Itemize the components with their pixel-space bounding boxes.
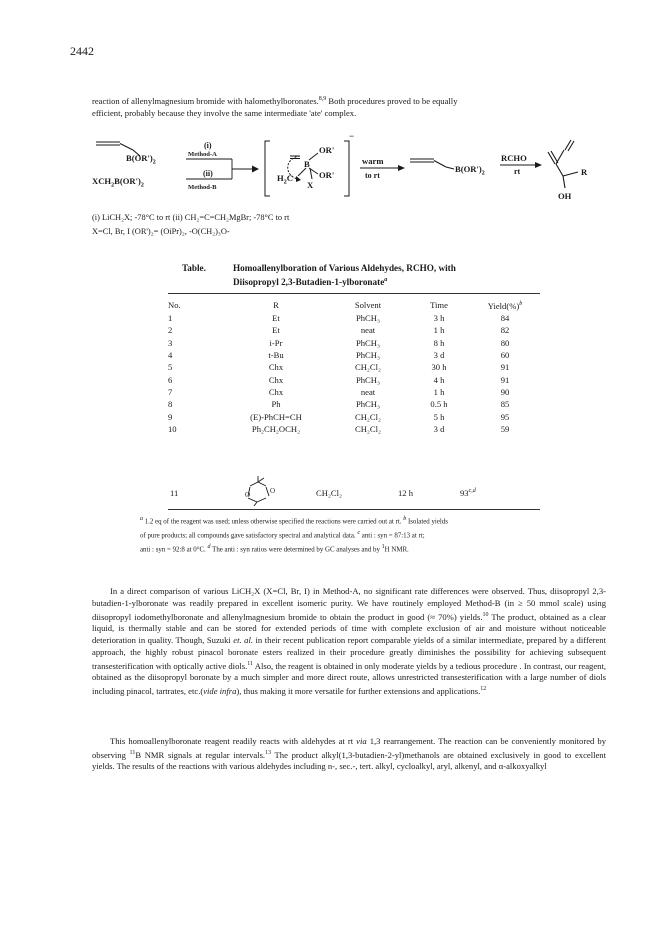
ate-x: X [307, 180, 314, 190]
table-header-row [168, 298, 540, 312]
table-top-rule [168, 293, 540, 294]
cell-yield: 91 [500, 362, 510, 373]
intro-text-3: efficient, probably because they involve the same intermediate 'ate' complex. [92, 107, 357, 118]
cell-time: 8 h [433, 337, 445, 348]
header-yield: Yield(%)$^b$ [487, 300, 523, 311]
cell-no: 2 [168, 325, 173, 336]
cell-time: 1 h [433, 386, 445, 397]
dioxolane-ring-icon [238, 476, 286, 506]
header-solvent: Solvent [354, 299, 382, 310]
svg-text:O: O [270, 487, 276, 495]
cell-time: 30 h [431, 362, 447, 373]
cell-r: Et [272, 325, 280, 336]
footnote-c: anti : syn = 87:13 at rt; [360, 532, 425, 540]
product-boron-label: $B(OR')_2$ [455, 164, 485, 177]
step-ii-label: (ii) [203, 169, 213, 178]
table-row [168, 386, 540, 398]
cell-r: Chx [268, 362, 284, 373]
cell-r: (E)-PhCH=CH [250, 411, 302, 422]
svg-text:O: O [245, 491, 251, 499]
cell-solvent: PhCH₃ [355, 399, 380, 410]
table-row [168, 324, 540, 336]
cell-yield: 59 [500, 423, 510, 434]
arrow-head-icon [252, 166, 259, 173]
cell-solvent: PhCH₃ [355, 313, 380, 324]
table-title-line-2: Diisopropyl 2,3-Butadien-1-ylboronate [233, 277, 385, 288]
cell-r: Chx [268, 374, 284, 385]
ate-h2c: $H_2C$ [277, 173, 293, 186]
cell-r: i-Pr [269, 337, 283, 348]
table-footnotes [140, 514, 600, 556]
cell-solvent: CH₂Cl₂ [316, 488, 343, 498]
rcho-label: RCHO [501, 153, 527, 163]
nmr-text: H NMR. [384, 546, 409, 554]
table-row [168, 361, 540, 373]
cell-r: t-Bu [268, 350, 284, 361]
cell-yield: 82 [500, 325, 510, 336]
cell-r: Et [272, 313, 280, 324]
cell-no: 5 [168, 362, 173, 373]
cell-no: 10 [168, 423, 177, 434]
cell-solvent: neat [360, 386, 376, 397]
footnote-c-mark: c [357, 530, 361, 537]
table-row [168, 337, 540, 349]
table-title [182, 262, 602, 288]
ate-charge: − [349, 131, 355, 141]
cell-solvent: neat [360, 325, 376, 336]
cell-no: 7 [168, 386, 173, 397]
results-table [168, 298, 540, 435]
cell-solvent: CH₂Cl₂ [354, 423, 382, 434]
cell-yield: 95 [500, 411, 510, 422]
table-row [168, 398, 540, 410]
cell-no: 1 [168, 313, 173, 324]
cell-solvent: PhCH₃ [355, 337, 380, 348]
cell-time: 0.5 h [430, 399, 448, 410]
footnote-line-2: of pure products; all compounds gave satisfactory spectral and analytical data. [140, 532, 358, 540]
r-label: R [581, 167, 588, 177]
footnote-a-mark: a [140, 516, 143, 522]
table-row [168, 349, 540, 361]
table-row [168, 411, 540, 423]
reagent-top-label: $B(OR')_2$ [126, 153, 156, 166]
table-title-line-1: Homoallenylboration of Various Aldehydes, RCHO, with [233, 263, 456, 273]
intro-text-1: reaction of allenylmagnesium bromide with halomethylboronates. [92, 95, 319, 106]
table-row [168, 423, 540, 435]
footnote-a: 1.2 eq of the reagent was used; unless otherwise specified the reactions were carried out at rt. [143, 518, 404, 526]
table-label: Table. [182, 263, 206, 273]
reaction-scheme [0, 0, 672, 215]
footnote-b: Isolated yields [406, 518, 448, 526]
oh-label: OH [558, 191, 572, 201]
header-r: R [273, 299, 279, 310]
table-bottom-rule [168, 509, 540, 510]
ate-or-bottom: OR' [319, 170, 335, 180]
cell-no: 9 [168, 411, 173, 422]
step-i-label: (i) [204, 141, 212, 150]
intro-ref: 8,9 [318, 96, 327, 102]
cell-time: 5 h [433, 411, 445, 422]
cell-solvent: PhCH₃ [355, 350, 380, 361]
cell-yield: 84 [500, 313, 510, 324]
cell-r: Chx [268, 386, 284, 397]
header-time: Time [430, 299, 448, 310]
cell-no: 6 [168, 374, 173, 385]
intro-text-2: Both procedures proved to be equally [326, 95, 458, 106]
reagent-bottom-label: $XCH_2B(OR')_2$ [92, 176, 144, 189]
cell-no: 8 [168, 399, 173, 410]
cell-time: 4 h [433, 374, 445, 385]
footnote-b-mark: b [403, 516, 407, 522]
body-paragraph-1: In a direct comparison of various LiCH₂X (X=Cl, Br, I) in Method-A, no significant rate differences were observed. Thus, diisopropyl 2,3-butadien-1-ylboronate was readily prepared in excellent isomeric purity. We have routinely employed Method-B (in ≥ 50 mmol scale) using diisopropyl iodomethylboronate and allenylmagnesium bromide to obtain the product in good (≈ 70%) yields.$^{10}$ The product, obtained as a clear liquid, is thermally stable and can be stored for extended periods of time with complete exclusion of air and moisture without noticeable deterioration in quality. Though, Suzuki et. al. in their recent publication report comparable yields of a similar intermediate, prepared by a different approach, the highly robust pinacol boronate esters realized in their procedure greatly diminishes the possibility for achieving subsequent transesterification with optically active diols.$^{11}$ Also, the reagent is obtained in only moderate yields by a tedious procedure . In contrast, our reagent, obtained as the diisopropyl boronate by a much simpler and more direct route, allows unrestricted transesterification with a large number of diols including pinacol, tartrates, etc.(vide infra), thus making it more versatile for further extensions and applications.$^{12}$ [92, 586, 606, 696]
footnote-d: The anti : syn ratios were determined by GC analyses and by [210, 546, 382, 554]
cell-yield: 60 [500, 350, 510, 361]
cell-time: 12 h [398, 488, 414, 498]
method-b-label: Method-B [188, 184, 217, 191]
ate-b: B [304, 159, 310, 169]
table-row [168, 312, 540, 324]
cell-r: Ph [271, 399, 281, 410]
cell-time: 1 h [433, 325, 445, 336]
footnote-line-3: anti : syn = 92:8 at 0°C. [140, 546, 208, 554]
ate-or-top: OR' [319, 145, 335, 155]
method-a-label: Method-A [188, 151, 217, 158]
page-number: 2442 [70, 44, 94, 58]
cell-r: Ph₂CH₂OCH₂ [251, 423, 301, 434]
table-row-11 [168, 476, 540, 506]
cell-time: 3 d [433, 350, 445, 361]
body-paragraph-2: This homoallenylboronate reagent readily reacts with aldehydes at rt via 1,3 rearrangement. The reaction can be conveniently monitored by observing $^{11}$B NMR signals at regular intervals.$^{13}$ The product alkyl(1,3-butadien-2-yl)methanols are obtained exclusively in good to excellent yields. The results of the reactions with various aldehydes including n-, sec.-, tert. alkyl, cycloalkyl, aryl, alkenyl, and α-alkoxyalkyl [92, 736, 606, 772]
nmr-sup: 1 [381, 544, 385, 551]
cell-time: 3 d [433, 423, 445, 434]
cell-time: 3 h [433, 313, 445, 324]
cell-yield: 90 [500, 386, 510, 397]
table-title-note: a [384, 277, 388, 283]
conditions-line-2: X=Cl, Br, I (OR')₂= (OiPr)₂, -O(CH₂)₃O- [92, 227, 230, 236]
conditions-line-1: (i) LiCH₂X; -78°C to rt (ii) CH₂=C=CH₂MgBr; -78°C to rt [92, 213, 290, 222]
to-rt-label: to rt [365, 171, 380, 180]
rt-label: rt [514, 167, 521, 176]
product-boronate [410, 159, 454, 169]
cell-yield: 91 [500, 374, 510, 385]
cell-yield: 93$^{c,d}$ [460, 488, 476, 498]
header-no: No. [168, 299, 181, 310]
warm-label: warm [362, 156, 384, 166]
table-row [168, 374, 540, 386]
cell-no: 3 [168, 337, 173, 348]
cell-no: 4 [168, 350, 173, 361]
cell-solvent: CH₂Cl₂ [354, 411, 382, 422]
footnote-d-mark: d [207, 544, 211, 551]
cell-solvent: CH₂Cl₂ [354, 362, 382, 373]
cell-solvent: PhCH₃ [355, 374, 380, 385]
cell-yield: 80 [500, 337, 510, 348]
cell-yield: 85 [500, 399, 510, 410]
cell-no: 11 [170, 488, 179, 498]
alcohol-product [548, 140, 578, 188]
